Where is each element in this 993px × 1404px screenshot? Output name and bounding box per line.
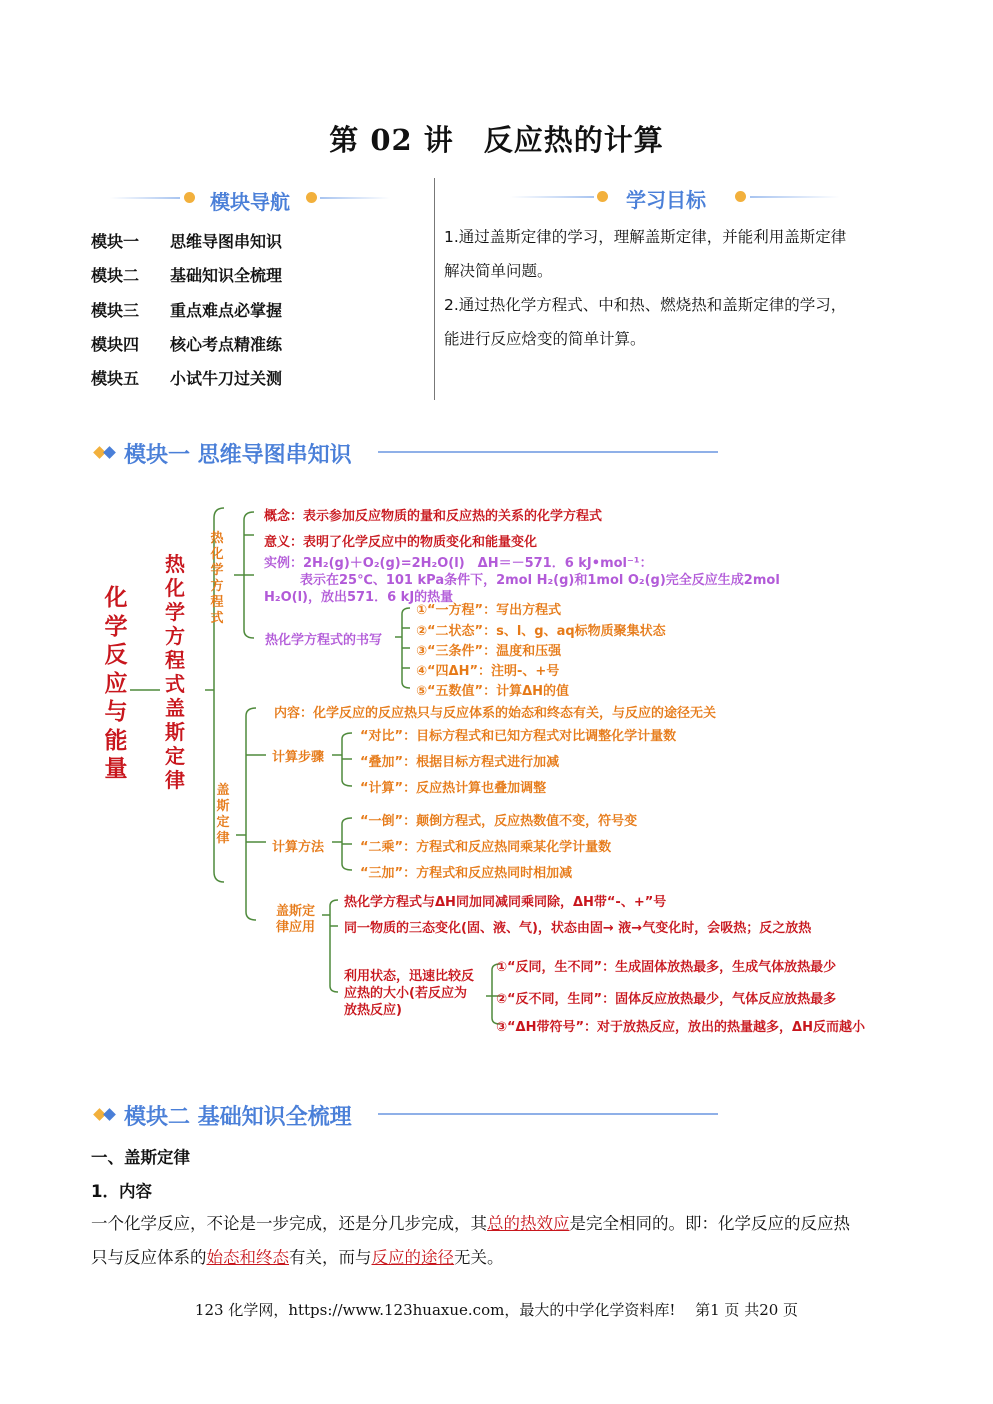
compare-1: ①“反同，生不同”：生成固体放热最多，生成气体放热最少 xyxy=(496,960,837,975)
hess-content: 内容：化学反应的反应热只与反应体系的始态和终态有关，与反应的途径无关 xyxy=(274,706,717,721)
hess-label: 盖斯定律 xyxy=(216,783,230,846)
section-heading: 一、盖斯定律 xyxy=(91,1148,190,1167)
nav-item-1[interactable]: 模块一 思维导图串知识 xyxy=(91,232,283,251)
mindmap-root: 化学反应与能量 xyxy=(104,585,128,782)
module2-heading-line xyxy=(378,1113,718,1115)
writing-step-5: ⑤“五数值”：计算ΔH的值 xyxy=(416,684,570,699)
nav-item-4[interactable]: 模块四 核心考点精准练 xyxy=(91,335,283,354)
module1-heading: 模块一 思维导图串知识 xyxy=(124,443,352,468)
goals-heading: 学习目标 xyxy=(626,188,706,212)
goals-heading-dot-left xyxy=(597,191,608,202)
calc-step-3: “计算”：反应热计算也叠加调整 xyxy=(360,781,547,796)
goals-heading-line-left xyxy=(510,196,594,198)
column-divider xyxy=(434,178,435,400)
thermo-example-3: H₂O(l)，放出571．6 kJ的热量 xyxy=(264,590,454,605)
goals-heading-dot-right xyxy=(735,191,746,202)
writing-step-4: ④“四ΔH”：注明-、+号 xyxy=(416,664,560,679)
thermo-example-1: 实例：2H₂(g)＋O₂(g)=2H₂O(l) ΔH＝－571．6 kJ•mol⁻¹： xyxy=(264,556,653,571)
section-paragraph: 一个化学反应，不论是一步完成，还是分几步完成，其总的热效应是完全相同的。即：化学反应的反应热 只与反应体系的始态和终态有关，而与反应的途径无关。 xyxy=(91,1214,850,1267)
nav-item-3[interactable]: 模块三 重点难点必掌握 xyxy=(91,301,283,320)
app-item-2: 同一物质的三态变化(固、液、气)，状态由固→ 液→气变化时，会吸热；反之放热 xyxy=(344,921,812,936)
calc-method-1: “一倒”：颠倒方程式，反应热数值不变，符号变 xyxy=(360,814,638,829)
module1-heading-line xyxy=(378,451,718,453)
nav-heading-dot-left xyxy=(184,192,195,203)
calc-method-2: “二乘”：方程式和反应热同乘某化学计量数 xyxy=(360,840,612,855)
nav-heading-line-right xyxy=(320,197,390,199)
calc-step-2: “叠加”：根据目标方程式进行加减 xyxy=(360,755,560,770)
app-label-1: 盖斯定 xyxy=(276,904,316,919)
compare-label: 利用状态，迅速比较反 应热的大小(若反应为 放热反应) xyxy=(344,969,475,1018)
app-item-1: 热化学方程式与ΔH同加同减同乘同除，ΔH带“-、+”号 xyxy=(344,895,667,910)
mindmap-branch: 热化学方程式盖斯定律 xyxy=(165,552,185,792)
writing-step-2: ②“二状态”：s、l、g、aq标物质聚集状态 xyxy=(416,624,666,639)
thermo-concept: 概念：表示参加反应物质的量和反应热的关系的化学方程式 xyxy=(264,509,603,524)
calc-step-1: “对比”：目标方程式和已知方程式对比调整化学计量数 xyxy=(360,729,677,744)
calc-methods-label: 计算方法 xyxy=(272,840,325,855)
thermo-label: 热化学方程式 xyxy=(210,531,224,626)
page-footer: 123 化学网，https://www.123huaxue.com，最大的中学化学资料库! 第1 页 共20 页 xyxy=(194,1301,799,1319)
thermo-writing: 热化学方程式的书写 xyxy=(265,633,383,648)
calc-steps-label: 计算步骤 xyxy=(272,750,325,765)
calc-method-3: “三加”：方程式和反应热同时相加减 xyxy=(360,866,573,881)
goals-text: 1.通过盖斯定律的学习，理解盖斯定律，并能利用盖斯定律 解决简单问题。 2.通过热化学方程式、中和热、燃烧热和盖斯定律的学习， 能进行反应焓变的简单计算。 xyxy=(444,228,847,348)
compare-3: ③“ΔH带符号”：对于放热反应，放出的热量越多，ΔH反而越小 xyxy=(496,1020,865,1035)
nav-item-2[interactable]: 模块二 基础知识全梳理 xyxy=(91,266,283,285)
section-subheading: 1．内容 xyxy=(91,1182,152,1201)
app-label-2: 律应用 xyxy=(276,920,316,935)
thermo-example-2: 表示在25℃、101 kPa条件下，2mol H₂(g)和1mol O₂(g)完全反应生成2mol xyxy=(300,573,780,588)
page-title: 第 02 讲 反应热的计算 xyxy=(329,123,664,157)
nav-heading-dot-right xyxy=(306,192,317,203)
writing-step-3: ③“三条件”：温度和压强 xyxy=(416,644,562,659)
compare-2: ②“反不同，生同”：固体反应放热最少，气体反应放热最多 xyxy=(496,992,837,1007)
module2-heading: 模块二 基础知识全梳理 xyxy=(124,1105,352,1130)
writing-step-1: ①“一方程”：写出方程式 xyxy=(416,603,562,618)
thermo-meaning: 意义：表明了化学反应中的物质变化和能量变化 xyxy=(264,535,538,550)
goals-heading-line-right xyxy=(750,196,840,198)
nav-heading-line-left xyxy=(110,197,180,199)
nav-heading: 模块导航 xyxy=(210,190,290,214)
nav-item-5[interactable]: 模块五 小试牛刀过关测 xyxy=(91,369,283,388)
module1-diamond2-icon xyxy=(103,446,116,459)
module2-diamond2-icon xyxy=(103,1108,116,1121)
